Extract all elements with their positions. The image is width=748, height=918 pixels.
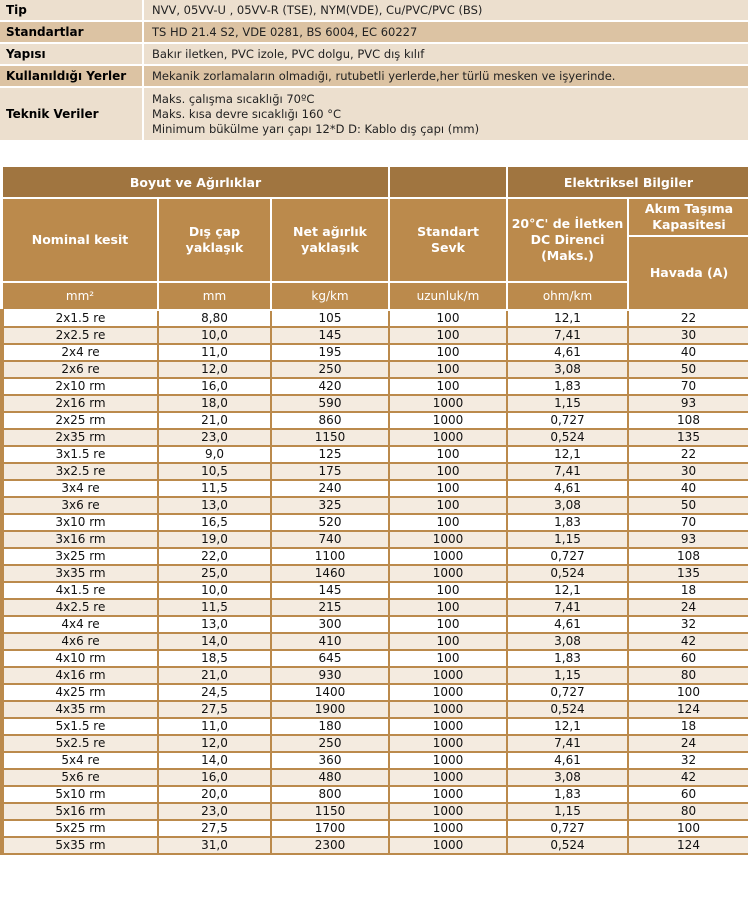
cell-capacity: 50 [628, 497, 748, 514]
cell-shipping: 100 [389, 463, 507, 480]
spec-line: Minimum bükülme yarı çapı 12*D D: Kablo dış çapı (mm) [152, 121, 480, 136]
cell-diameter: 16,0 [158, 378, 271, 395]
col-header-resistance [507, 198, 628, 282]
cell-shipping: 1000 [389, 718, 507, 735]
cell-shipping: 1000 [389, 684, 507, 701]
cell-weight: 215 [271, 599, 389, 616]
cell-weight: 1100 [271, 548, 389, 565]
cell-nominal: 5x35 rm [2, 837, 158, 854]
cell-resistance: 3,08 [507, 497, 628, 514]
cell-diameter: 22,0 [158, 548, 271, 565]
cell-nominal: 4x16 rm [2, 667, 158, 684]
table-row [2, 514, 748, 531]
cell-nominal: 2x16 rm [2, 395, 158, 412]
cell-capacity: 40 [628, 480, 748, 497]
cell-capacity: 32 [628, 752, 748, 769]
cell-weight: 145 [271, 327, 389, 344]
cell-resistance: 3,08 [507, 633, 628, 650]
cable-data-table [0, 167, 748, 855]
cell-capacity: 100 [628, 684, 748, 701]
table-row [2, 463, 748, 480]
unit-nominal: mm² [2, 282, 158, 310]
col-header-nominal [2, 198, 158, 282]
cell-nominal: 4x2.5 re [2, 599, 158, 616]
cell-capacity: 70 [628, 514, 748, 531]
cell-weight: 1400 [271, 684, 389, 701]
spec-line: Maks. çalışma sıcaklığı 70ºC [152, 91, 315, 106]
cell-nominal: 4x35 rm [2, 701, 158, 718]
table-row [2, 633, 748, 650]
col-header-text: Standart [417, 224, 479, 239]
spec-value: NVV, 05VV-U , 05VV-R (TSE), NYM(VDE), Cu/PVC/PVC (BS) [144, 0, 748, 20]
cell-resistance: 3,08 [507, 769, 628, 786]
cell-capacity: 32 [628, 616, 748, 633]
cell-capacity: 124 [628, 701, 748, 718]
cell-nominal: 5x10 rm [2, 786, 158, 803]
cell-capacity: 22 [628, 310, 748, 327]
cell-diameter: 8,80 [158, 310, 271, 327]
cell-capacity: 30 [628, 463, 748, 480]
cell-diameter: 23,0 [158, 429, 271, 446]
cell-diameter: 19,0 [158, 531, 271, 548]
cell-shipping: 100 [389, 514, 507, 531]
spec-label: Tip [0, 0, 144, 20]
cell-shipping: 1000 [389, 531, 507, 548]
cell-capacity: 18 [628, 718, 748, 735]
cell-resistance: 3,08 [507, 361, 628, 378]
cell-weight: 410 [271, 633, 389, 650]
cell-shipping: 100 [389, 327, 507, 344]
table-row [2, 531, 748, 548]
cell-diameter: 10,5 [158, 463, 271, 480]
table-row [2, 599, 748, 616]
cell-weight: 180 [271, 718, 389, 735]
cell-weight: 240 [271, 480, 389, 497]
cell-resistance: 1,15 [507, 531, 628, 548]
spec-row-tip [0, 0, 748, 22]
spec-label: Kullanıldığı Yerler [0, 66, 144, 86]
cell-diameter: 11,0 [158, 718, 271, 735]
cell-resistance: 1,15 [507, 667, 628, 684]
cell-shipping: 1000 [389, 786, 507, 803]
cell-capacity: 135 [628, 429, 748, 446]
group-header-row [2, 167, 748, 198]
cell-nominal: 4x6 re [2, 633, 158, 650]
cell-shipping: 1000 [389, 395, 507, 412]
col-header-text: yaklaşık [301, 240, 359, 255]
cell-weight: 480 [271, 769, 389, 786]
cell-nominal: 5x16 rm [2, 803, 158, 820]
cell-nominal: 5x2.5 re [2, 735, 158, 752]
cell-resistance: 0,727 [507, 820, 628, 837]
cell-diameter: 27,5 [158, 820, 271, 837]
cell-shipping: 100 [389, 497, 507, 514]
spec-row-standards [0, 22, 748, 44]
cell-weight: 740 [271, 531, 389, 548]
cell-diameter: 11,0 [158, 344, 271, 361]
table-row [2, 667, 748, 684]
group-header-empty [389, 167, 507, 198]
cell-weight: 125 [271, 446, 389, 463]
cell-diameter: 20,0 [158, 786, 271, 803]
cell-nominal: 2x4 re [2, 344, 158, 361]
spec-table [0, 0, 748, 140]
cell-nominal: 2x35 rm [2, 429, 158, 446]
spec-label: Yapısı [0, 44, 144, 64]
cell-shipping: 100 [389, 599, 507, 616]
cell-diameter: 13,0 [158, 616, 271, 633]
cell-shipping: 100 [389, 650, 507, 667]
unit-weight: kg/km [271, 282, 389, 310]
cell-capacity: 60 [628, 786, 748, 803]
cell-nominal: 3x4 re [2, 480, 158, 497]
cell-capacity: 22 [628, 446, 748, 463]
cell-nominal: 5x25 rm [2, 820, 158, 837]
cell-shipping: 100 [389, 310, 507, 327]
cell-capacity: 50 [628, 361, 748, 378]
cell-nominal: 3x10 rm [2, 514, 158, 531]
cell-resistance: 1,83 [507, 514, 628, 531]
table-row [2, 684, 748, 701]
cell-nominal: 2x2.5 re [2, 327, 158, 344]
table-row [2, 565, 748, 582]
table-row [2, 769, 748, 786]
col-header-text: DC Direnci [530, 232, 605, 247]
cell-nominal: 5x1.5 re [2, 718, 158, 735]
cell-diameter: 23,0 [158, 803, 271, 820]
table-row [2, 361, 748, 378]
cell-resistance: 12,1 [507, 310, 628, 327]
cell-nominal: 2x1.5 re [2, 310, 158, 327]
table-body [2, 310, 748, 854]
cell-shipping: 1000 [389, 565, 507, 582]
table-row [2, 344, 748, 361]
cell-nominal: 4x25 rm [2, 684, 158, 701]
cell-nominal: 3x35 rm [2, 565, 158, 582]
cell-resistance: 0,524 [507, 429, 628, 446]
cell-nominal: 4x1.5 re [2, 582, 158, 599]
cell-diameter: 16,0 [158, 769, 271, 786]
cell-diameter: 14,0 [158, 752, 271, 769]
cell-diameter: 24,5 [158, 684, 271, 701]
cell-diameter: 12,0 [158, 361, 271, 378]
cell-resistance: 12,1 [507, 446, 628, 463]
cell-diameter: 21,0 [158, 412, 271, 429]
cell-resistance: 0,727 [507, 684, 628, 701]
cell-weight: 300 [271, 616, 389, 633]
cell-shipping: 1000 [389, 820, 507, 837]
table-row [2, 735, 748, 752]
cell-shipping: 100 [389, 480, 507, 497]
cell-weight: 250 [271, 361, 389, 378]
cell-diameter: 27,5 [158, 701, 271, 718]
col-header-weight [271, 198, 389, 282]
cell-resistance: 4,61 [507, 344, 628, 361]
table-row [2, 752, 748, 769]
spec-value: Bakır iletken, PVC izole, PVC dolgu, PVC dış kılıf [144, 44, 748, 64]
col-header-text: Nominal kesit [31, 232, 129, 247]
cell-nominal: 2x25 rm [2, 412, 158, 429]
cell-resistance: 1,83 [507, 378, 628, 395]
cell-weight: 645 [271, 650, 389, 667]
cell-resistance: 0,727 [507, 412, 628, 429]
spec-row-usage [0, 66, 748, 88]
cell-diameter: 10,0 [158, 582, 271, 599]
cell-resistance: 1,83 [507, 650, 628, 667]
cell-weight: 360 [271, 752, 389, 769]
table-row [2, 616, 748, 633]
col-header-text: 20°C' de İletken [511, 216, 624, 231]
cell-capacity: 100 [628, 820, 748, 837]
cell-shipping: 1000 [389, 412, 507, 429]
table-row [2, 446, 748, 463]
table-row [2, 497, 748, 514]
cell-shipping: 1000 [389, 837, 507, 854]
cell-capacity: 30 [628, 327, 748, 344]
spec-label: Standartlar [0, 22, 144, 42]
spec-line: Maks. kısa devre sıcaklığı 160 °C [152, 106, 342, 121]
table-row [2, 378, 748, 395]
table-row [2, 786, 748, 803]
cell-weight: 520 [271, 514, 389, 531]
col-header-diameter [158, 198, 271, 282]
cell-resistance: 12,1 [507, 582, 628, 599]
cell-diameter: 13,0 [158, 497, 271, 514]
table-row [2, 803, 748, 820]
cell-capacity: 70 [628, 378, 748, 395]
cell-weight: 145 [271, 582, 389, 599]
unit-resistance: ohm/km [507, 282, 628, 310]
cell-shipping: 100 [389, 446, 507, 463]
cell-nominal: 5x6 re [2, 769, 158, 786]
cell-shipping: 100 [389, 361, 507, 378]
cell-diameter: 11,5 [158, 599, 271, 616]
cell-weight: 195 [271, 344, 389, 361]
cell-diameter: 16,5 [158, 514, 271, 531]
cell-resistance: 4,61 [507, 480, 628, 497]
table-row [2, 718, 748, 735]
table-row [2, 820, 748, 837]
col-header-text: Sevk [431, 240, 465, 255]
cell-capacity: 42 [628, 633, 748, 650]
table-row [2, 310, 748, 327]
cell-weight: 1150 [271, 429, 389, 446]
spec-row-technical [0, 88, 748, 140]
col-header-capacity: Akım Taşıma Kapasitesi [628, 198, 748, 236]
cell-nominal: 2x10 rm [2, 378, 158, 395]
col-header-capacity-air: Havada (A) [628, 236, 748, 310]
unit-shipping: uzunluk/m [389, 282, 507, 310]
cell-weight: 590 [271, 395, 389, 412]
cell-diameter: 31,0 [158, 837, 271, 854]
cell-nominal: 3x16 rm [2, 531, 158, 548]
col-header-text: Net ağırlık [293, 224, 367, 239]
cell-diameter: 21,0 [158, 667, 271, 684]
cell-nominal: 4x4 re [2, 616, 158, 633]
cell-capacity: 80 [628, 667, 748, 684]
table-row [2, 701, 748, 718]
cell-capacity: 60 [628, 650, 748, 667]
table-row [2, 480, 748, 497]
cell-shipping: 1000 [389, 769, 507, 786]
cell-shipping: 1000 [389, 667, 507, 684]
cell-diameter: 9,0 [158, 446, 271, 463]
cell-nominal: 5x4 re [2, 752, 158, 769]
cell-capacity: 93 [628, 531, 748, 548]
table-row [2, 327, 748, 344]
cell-diameter: 18,5 [158, 650, 271, 667]
table-row [2, 429, 748, 446]
cell-weight: 175 [271, 463, 389, 480]
cell-capacity: 135 [628, 565, 748, 582]
cell-shipping: 100 [389, 633, 507, 650]
cell-resistance: 7,41 [507, 735, 628, 752]
cell-capacity: 108 [628, 412, 748, 429]
spec-value-lines [144, 88, 748, 140]
cell-weight: 1150 [271, 803, 389, 820]
group-header-dimensions: Boyut ve Ağırlıklar [2, 167, 389, 198]
cell-weight: 860 [271, 412, 389, 429]
cell-resistance: 12,1 [507, 718, 628, 735]
spec-value: Mekanik zorlamaların olmadığı, rutubetli yerlerde,her türlü mesken ve işyerinde. [144, 66, 748, 86]
cell-shipping: 1000 [389, 701, 507, 718]
cell-resistance: 1,15 [507, 803, 628, 820]
cell-diameter: 10,0 [158, 327, 271, 344]
cell-weight: 1460 [271, 565, 389, 582]
cell-shipping: 1000 [389, 803, 507, 820]
cell-resistance: 1,15 [507, 395, 628, 412]
cell-resistance: 0,727 [507, 548, 628, 565]
cell-nominal: 3x1.5 re [2, 446, 158, 463]
cell-capacity: 24 [628, 735, 748, 752]
cell-capacity: 124 [628, 837, 748, 854]
cell-shipping: 100 [389, 378, 507, 395]
spec-value: TS HD 21.4 S2, VDE 0281, BS 6004, EC 60227 [144, 22, 748, 42]
cell-weight: 250 [271, 735, 389, 752]
cell-weight: 2300 [271, 837, 389, 854]
cell-nominal: 4x10 rm [2, 650, 158, 667]
column-header-row [2, 198, 748, 236]
cell-diameter: 14,0 [158, 633, 271, 650]
cell-nominal: 3x2.5 re [2, 463, 158, 480]
cell-capacity: 24 [628, 599, 748, 616]
cell-resistance: 4,61 [507, 616, 628, 633]
cell-weight: 105 [271, 310, 389, 327]
cell-shipping: 1000 [389, 429, 507, 446]
col-header-shipping [389, 198, 507, 282]
table-row [2, 548, 748, 565]
cell-weight: 1900 [271, 701, 389, 718]
cell-diameter: 18,0 [158, 395, 271, 412]
cell-weight: 930 [271, 667, 389, 684]
cell-resistance: 7,41 [507, 599, 628, 616]
cell-diameter: 12,0 [158, 735, 271, 752]
cell-nominal: 3x6 re [2, 497, 158, 514]
cell-resistance: 0,524 [507, 701, 628, 718]
cell-shipping: 1000 [389, 548, 507, 565]
cell-capacity: 108 [628, 548, 748, 565]
cell-diameter: 25,0 [158, 565, 271, 582]
cell-resistance: 0,524 [507, 565, 628, 582]
cell-resistance: 4,61 [507, 752, 628, 769]
spec-row-structure [0, 44, 748, 66]
cell-nominal: 3x25 rm [2, 548, 158, 565]
cell-diameter: 11,5 [158, 480, 271, 497]
cell-weight: 1700 [271, 820, 389, 837]
cell-weight: 800 [271, 786, 389, 803]
table-row [2, 582, 748, 599]
group-header-electrical: Elektriksel Bilgiler [507, 167, 748, 198]
table-row [2, 837, 748, 854]
col-header-text: yaklaşık [185, 240, 244, 255]
cell-capacity: 18 [628, 582, 748, 599]
cell-resistance: 1,83 [507, 786, 628, 803]
cell-capacity: 93 [628, 395, 748, 412]
unit-diameter: mm [158, 282, 271, 310]
cell-shipping: 100 [389, 582, 507, 599]
cell-capacity: 42 [628, 769, 748, 786]
cell-weight: 325 [271, 497, 389, 514]
cell-resistance: 7,41 [507, 327, 628, 344]
col-header-text: (Maks.) [541, 248, 594, 263]
table-row [2, 412, 748, 429]
cell-shipping: 1000 [389, 752, 507, 769]
spec-label: Teknik Veriler [0, 88, 144, 140]
cell-capacity: 40 [628, 344, 748, 361]
cell-capacity: 80 [628, 803, 748, 820]
cell-resistance: 0,524 [507, 837, 628, 854]
cell-weight: 420 [271, 378, 389, 395]
cell-nominal: 2x6 re [2, 361, 158, 378]
cell-shipping: 100 [389, 344, 507, 361]
cell-shipping: 1000 [389, 735, 507, 752]
col-header-text: Dış çap [188, 224, 241, 239]
table-row [2, 395, 748, 412]
cell-resistance: 7,41 [507, 463, 628, 480]
cell-shipping: 100 [389, 616, 507, 633]
table-row [2, 650, 748, 667]
